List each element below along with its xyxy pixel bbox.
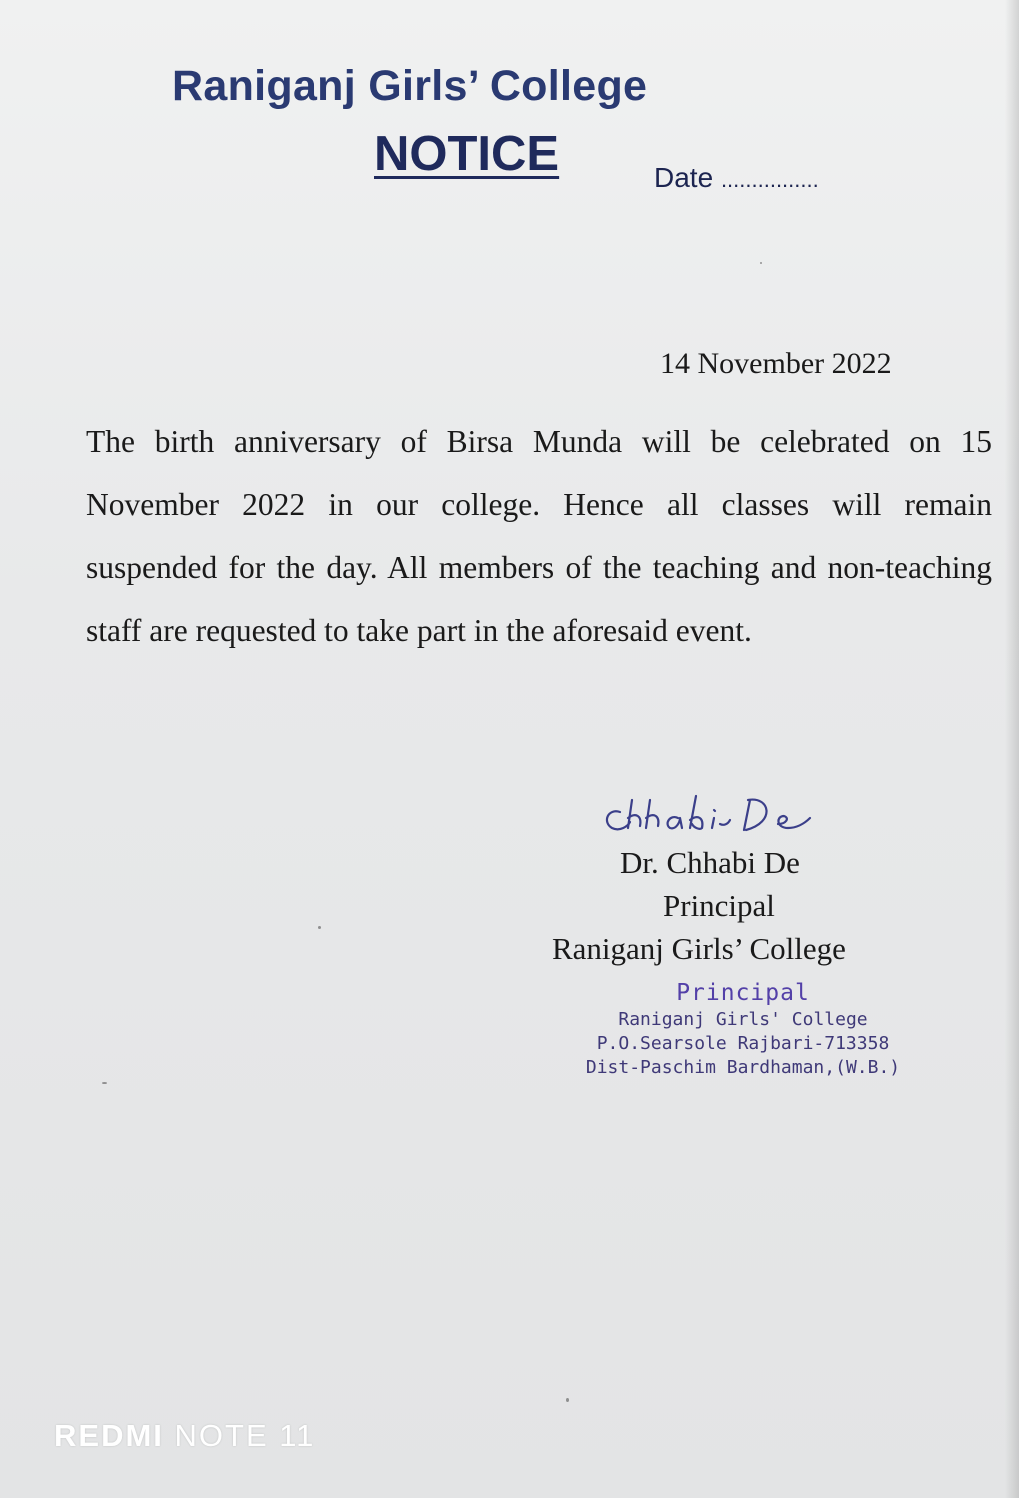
paper-speck <box>102 1082 107 1084</box>
notice-body: The birth anniversary of Birsa Munda will be celebrated on 15 November 2022 in our college. Hence all classes will remain suspended for the day. All members of the teaching and non-teaching staff are requested to take part in the aforesaid event. <box>86 424 992 648</box>
signatory-designation: Principal <box>663 888 775 923</box>
stamp-title: Principal <box>676 980 810 1006</box>
stamp-line-3: Dist-Paschim Bardhaman,(W.B.) <box>585 1057 901 1078</box>
stamp-line-2: P.O.Searsole Rajbari-713358 <box>596 1033 890 1054</box>
date-label: Date <box>654 162 714 193</box>
signatory-name: Dr. Chhabi De <box>620 845 800 880</box>
notice-title: NOTICE <box>374 127 560 181</box>
signatory-institution: Raniganj Girls’ College <box>552 931 846 966</box>
issue-date: 14 November 2022 <box>660 347 892 380</box>
watermark-brand: REDMI <box>54 1418 164 1453</box>
paper-speck <box>566 1398 569 1402</box>
signature-text: Chhabi De <box>598 788 603 789</box>
camera-watermark <box>54 1418 315 1454</box>
paper-shadow-edge <box>1005 0 1019 1498</box>
college-header: Raniganj Girls’ College <box>172 62 648 110</box>
paper-speck <box>318 926 321 929</box>
official-stamp <box>562 978 924 1080</box>
date-placeholder: ................ <box>720 167 819 192</box>
stamp-line-1: Raniganj Girls' College <box>618 1009 868 1030</box>
handwritten-signature <box>598 788 888 848</box>
paper-speck <box>760 262 762 264</box>
date-field <box>654 162 819 194</box>
watermark-model: NOTE 11 <box>174 1418 316 1453</box>
